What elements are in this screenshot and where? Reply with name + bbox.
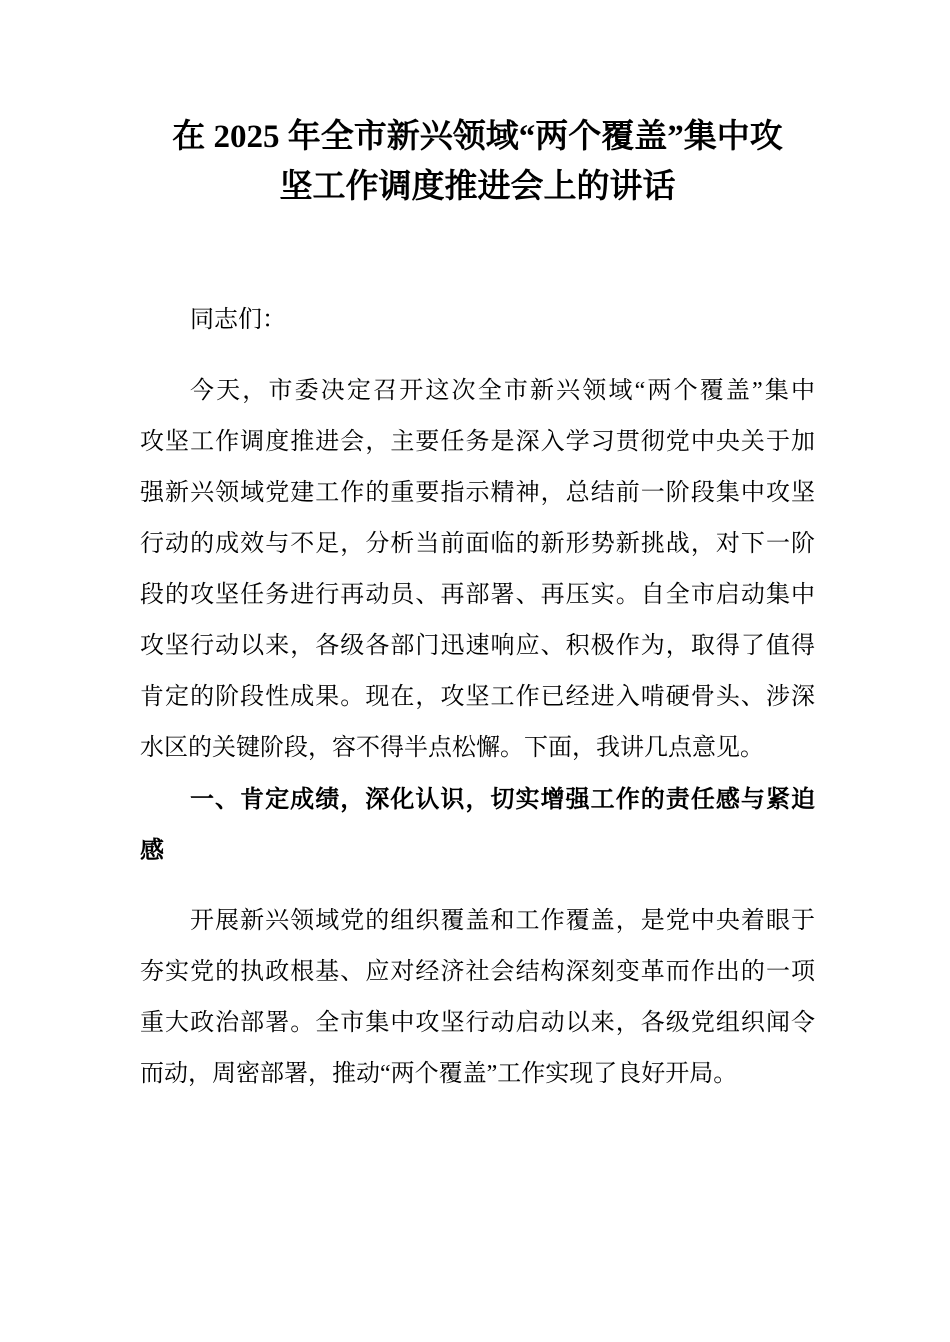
paragraph [140,366,815,774]
text-line: 攻坚行动以来，各级各部门迅速响应、积极作为，取得了值得 [140,633,815,659]
text-line: 今天，市委决定召开这次全市新兴领域“两个覆盖”集中 [190,378,815,404]
document-title [140,112,815,212]
text-line: 夯实党的执政根基、应对经济社会结构深刻变革而作出的一项 [140,959,815,985]
document-body [140,295,815,1100]
text-line: 攻坚工作调度推进会，主要任务是深入学习贯彻党中央关于加 [140,429,815,455]
title-line: 坚工作调度推进会上的讲话 [279,169,676,205]
text-line: 开展新兴领域党的组织覆盖和工作覆盖，是党中央着眼于 [190,908,815,934]
text-line: 强新兴领域党建工作的重要指示精神，总结前一阶段集中攻坚 [140,480,815,506]
text-line: 行动的成效与不足，分析当前面临的新形势新挑战，对下一阶 [140,531,815,557]
text-line: 肯定的阶段性成果。现在，攻坚工作已经进入啃硬骨头、涉深 [140,684,815,710]
document-page [0,112,950,1342]
text-line: 同志们： [190,307,286,333]
text-line: 感 [140,837,164,864]
section-heading [140,774,815,876]
salutation [140,295,815,346]
text-line: 而动，周密部署，推动“两个覆盖”工作实现了良好开局。 [140,1061,738,1087]
text-line: 水区的关键阶段，容不得半点松懈。下面，我讲几点意见。 [140,735,764,761]
text-line: 段的攻坚任务进行再动员、再部署、再压实。自全市启动集中 [140,582,815,608]
text-line: 重大政治部署。全市集中攻坚行动启动以来，各级党组织闻令 [140,1010,815,1036]
text-line: 一、肯定成绩，深化认识，切实增强工作的责任感与紧迫 [190,786,815,813]
title-line: 在 2025 年全市新兴领域“两个覆盖”集中攻 [172,119,783,155]
paragraph [140,896,815,1100]
